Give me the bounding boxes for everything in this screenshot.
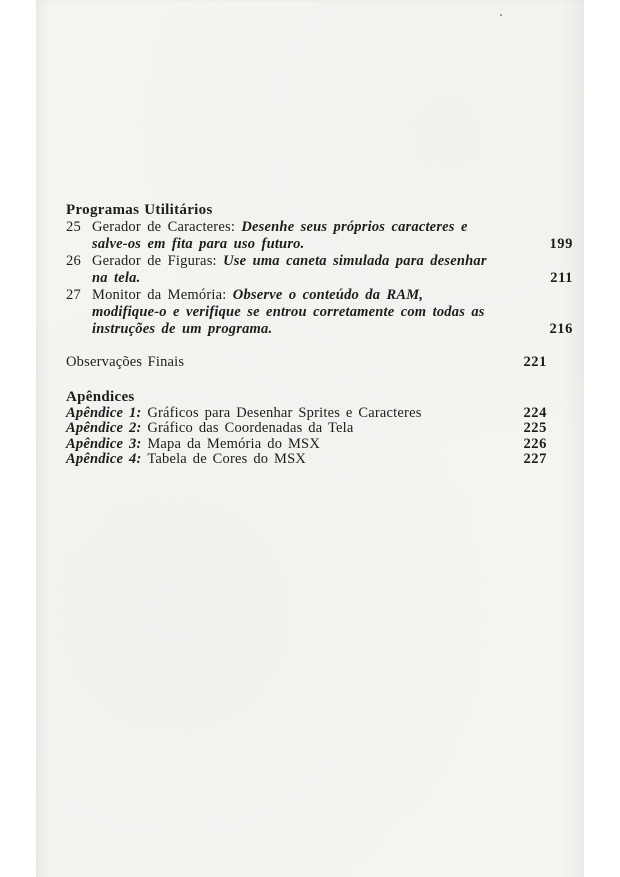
entry-description-line: [92, 270, 573, 287]
appendix-title: Gráficos para Desenhar Sprites e Caracteres: [147, 405, 422, 421]
appendix-title: Mapa da Memória do MSX: [147, 435, 320, 452]
utilities-entry-list: [66, 219, 573, 338]
entry-description: na tela.: [92, 270, 141, 286]
entry-title: Gerador de Caracteres:: [92, 219, 242, 235]
appendix-page-number: 227: [523, 451, 547, 468]
entry-first-line: [92, 219, 547, 236]
entry-description-line: [92, 321, 573, 338]
entry-description-line: [92, 236, 573, 253]
entry-title: Gerador de Figuras:: [92, 253, 224, 269]
appendix-item: [66, 406, 547, 421]
entry-description: salve-os em fita para uso futuro.: [92, 236, 305, 252]
appendix-item: [66, 452, 547, 467]
appendices-section: [66, 389, 547, 468]
entry-description: modifique-o e verifique se entrou corretamente com todas as: [92, 304, 485, 320]
toc-content: [66, 202, 573, 468]
toc-entry: [66, 287, 573, 338]
final-notes-page-number: 221: [523, 354, 547, 370]
toc-entry: [66, 253, 573, 287]
section-heading-utilities: Programas Utilitários: [66, 202, 213, 218]
appendix-page-number: 226: [523, 435, 547, 452]
toc-entry: [66, 219, 573, 253]
section-heading-appendices: Apêndices: [66, 389, 135, 405]
appendix-title: Tabela de Cores do MSX: [147, 451, 307, 468]
entry-description: Desenhe seus próprios caracteres e: [241, 219, 468, 235]
appendix-label: Apêndice 4:: [66, 451, 148, 468]
entry-page-number: 211: [550, 270, 573, 286]
appendix-label: Apêndice 2:: [66, 420, 148, 437]
appendix-list: [66, 406, 547, 468]
appendix-label: Apêndice 1:: [66, 405, 148, 421]
appendix-title: Gráfico das Coordenadas da Tela: [147, 420, 354, 437]
final-notes-label: Observações Finais: [66, 354, 185, 370]
scanned-page: [36, 0, 584, 877]
appendix-page-number: 225: [523, 420, 547, 437]
entry-page-number: 199: [549, 236, 573, 252]
appendix-page-number: 224: [523, 405, 547, 421]
entry-number: 27: [66, 287, 81, 303]
final-notes-row: [66, 354, 547, 371]
entry-title: Monitor da Memória:: [92, 287, 233, 303]
appendix-label: Apêndice 3:: [66, 435, 148, 452]
entry-number: 26: [66, 253, 81, 269]
entry-first-line: [92, 253, 547, 270]
entry-description: Use uma caneta simulada para desenhar: [223, 253, 487, 269]
appendix-item: [66, 421, 547, 436]
entry-number: 25: [66, 219, 81, 235]
entry-description: Observe o conteúdo da RAM,: [232, 287, 424, 303]
appendix-item: [66, 437, 547, 452]
entry-first-line: [92, 287, 547, 304]
entry-description: instruções de um programa.: [92, 321, 273, 337]
entry-description-line: [92, 304, 547, 321]
entry-page-number: 216: [549, 321, 573, 337]
